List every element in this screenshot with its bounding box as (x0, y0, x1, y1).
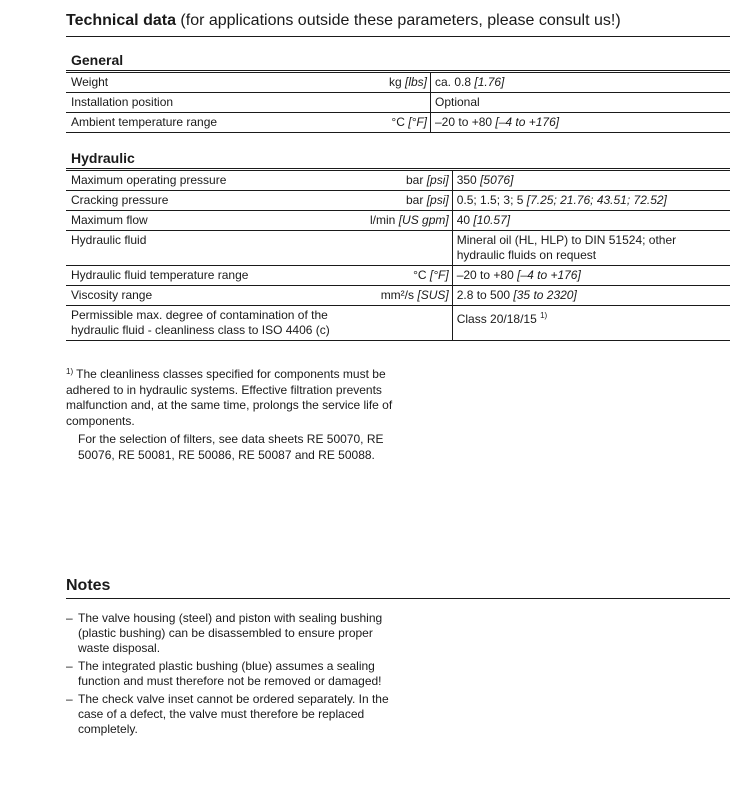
row-unit: °C [°F] (365, 113, 431, 133)
row-unit: bar [psi] (365, 171, 452, 191)
hydraulic-table (66, 170, 730, 341)
section-title-hydraulic: Hydraulic (71, 150, 135, 166)
row-unit (365, 93, 431, 113)
row-unit: l/min [US gpm] (365, 211, 452, 231)
general-rule (66, 70, 730, 71)
row-unit (365, 306, 452, 341)
notes-list (66, 611, 396, 740)
footnote-text: $^{1)}$ The cleanliness classes specified for components must be adhered to in hydraulic systems. Effective filtration prevents malfunction and, at the same time, prolongs the service life of components. (66, 367, 393, 428)
row-value: 0.5; 1.5; 3; 5 [7.25; 21.76; 43.51; 72.52] (452, 191, 730, 211)
table-row (66, 191, 730, 211)
row-value: –20 to +80 [–4 to +176] (452, 266, 730, 286)
row-name: Cracking pressure (66, 191, 365, 211)
row-value: 2.8 to 500 [35 to 2320] (452, 286, 730, 306)
table-row (66, 266, 730, 286)
list-item: – The integrated plastic bushing (blue) assumes a sealing function and must therefore not be removed or damaged! (66, 659, 382, 688)
row-name: Viscosity range (66, 286, 365, 306)
table-row (66, 306, 730, 341)
notes-title: Notes (66, 577, 111, 594)
table-row (66, 231, 730, 266)
table-row (66, 113, 730, 133)
header-rule (66, 36, 730, 37)
footnote-text-2: For the selection of filters, see data sheets RE 50070, RE 50076, RE 50081, RE 50086, RE 50087 and RE 50088. (78, 432, 384, 462)
row-unit: bar [psi] (365, 191, 452, 211)
page-title-bold: Technical data (66, 12, 176, 29)
row-name: Ambient temperature range (66, 113, 365, 133)
row-unit: kg [lbs] (365, 73, 431, 93)
section-title-general: General (71, 52, 124, 68)
row-value: Optional (431, 93, 731, 113)
row-name: Permissible max. degree of contamination of the hydraulic fluid - cleanliness class to ISO 4406 (c) (66, 306, 365, 341)
table-row (66, 286, 730, 306)
row-name: Installation position (66, 93, 365, 113)
footnote-ref: 1) (540, 311, 548, 320)
row-value: ca. 0.8 [1.76] (431, 73, 731, 93)
table-row (66, 171, 730, 191)
row-value: 40 [10.57] (452, 211, 730, 231)
row-name: Hydraulic fluid temperature range (66, 266, 365, 286)
notes-rule (66, 598, 730, 599)
list-item: – The valve housing (steel) and piston with sealing bushing (plastic bushing) can be disassembled to ensure proper waste disposal. (66, 611, 383, 655)
row-unit: °C [°F] (365, 266, 452, 286)
footnote-marker: 1) (66, 367, 74, 376)
table-row (66, 211, 730, 231)
general-table (66, 72, 730, 133)
row-unit (365, 231, 452, 266)
table-row (66, 93, 730, 113)
list-item: – The check valve inset cannot be ordered separately. In the case of a defect, the valve must therefore be replaced completely. (66, 692, 389, 736)
hydraulic-rule (66, 168, 730, 169)
row-value: 350 [5076] (452, 171, 730, 191)
row-name: Maximum flow (66, 211, 365, 231)
row-name: Weight (66, 73, 365, 93)
row-value: –20 to +80 [–4 to +176] (431, 113, 731, 133)
page-title (66, 12, 730, 30)
footnote (66, 364, 406, 463)
table-row (66, 73, 730, 93)
row-value: Mineral oil (HL, HLP) to DIN 51524; other hydraulic fluids on request (452, 231, 730, 266)
row-name: Hydraulic fluid (66, 231, 365, 266)
row-unit: mm²/s [SUS] (365, 286, 452, 306)
page-title-note: (for applications outside these parameters, please consult us!) (175, 12, 621, 29)
row-value: Class 20/18/15 $^{1)}$ (452, 306, 730, 341)
row-name: Maximum operating pressure (66, 171, 365, 191)
